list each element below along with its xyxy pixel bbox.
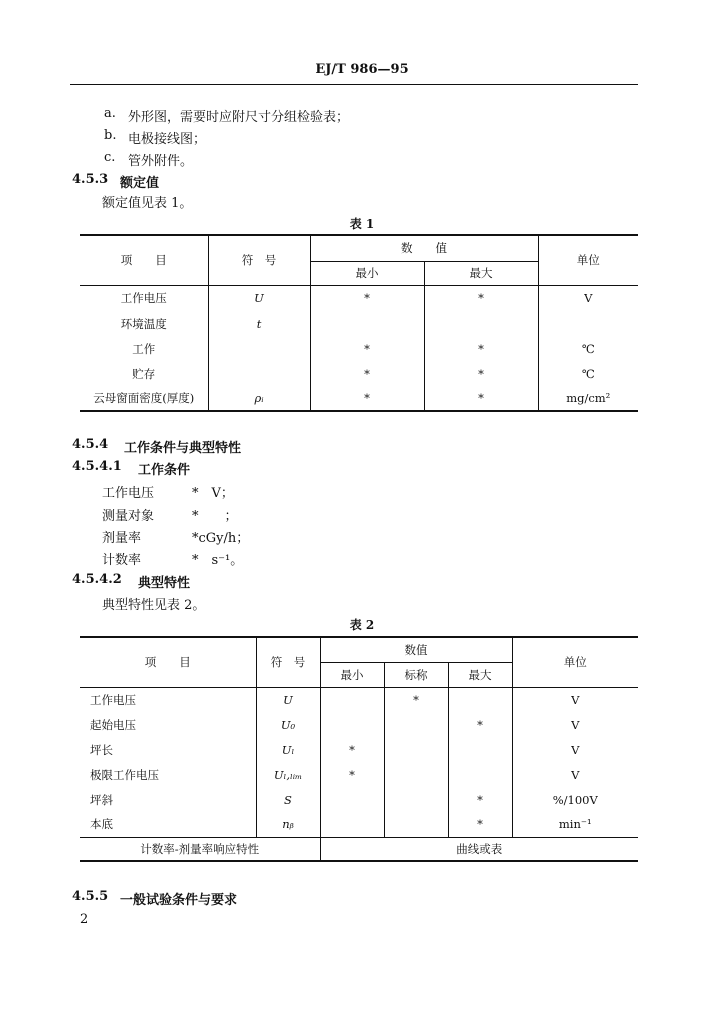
table-cell-min: * (310, 386, 424, 411)
table-cell-min: * (310, 336, 424, 361)
table-cell-item: 工作电压 (80, 687, 256, 712)
table-cell-item: 本底 (80, 812, 256, 837)
table-cell-unit: %/100V (552, 792, 598, 807)
condition-value: * s⁻¹。 (192, 553, 244, 568)
table1-header-min: 最小 (310, 261, 424, 285)
table1-header-item: 项 目 (80, 235, 208, 285)
table-cell-item: 坪斜 (80, 787, 256, 812)
table-cell-item: 极限工作电压 (80, 762, 256, 787)
table-cell-item: 工作 (80, 336, 208, 361)
section-heading-4-5-4-1 (72, 459, 191, 478)
table-cell-unit: V (571, 692, 580, 707)
table1-header-unit: 单位 (538, 235, 638, 285)
table-row (80, 712, 638, 737)
table-cell-min (320, 787, 384, 812)
table-cell-max: * (448, 712, 512, 737)
table-cell-symbol (208, 361, 310, 386)
condition-value: * V； (192, 486, 234, 501)
table-cell-unit: V (571, 717, 580, 732)
table2-header-symbol: 符 号 (256, 637, 320, 687)
table-row (80, 285, 638, 311)
table-cell-min: * (310, 361, 424, 386)
section-number: 4.5.4.2 (72, 572, 122, 587)
table-cell-nominal (384, 762, 448, 787)
table-cell-symbol: ρᵢ (208, 386, 310, 411)
table-cell-unit: min⁻¹ (512, 812, 638, 837)
table-cell-symbol (208, 336, 310, 361)
section-number: 4.5.4.1 (72, 459, 122, 474)
table-cell-unit: ℃ (581, 366, 595, 381)
table2 (80, 636, 638, 862)
list-item-b (104, 128, 207, 147)
condition-value: *cGy/h； (192, 531, 250, 546)
table-cell-item: 环境温度 (80, 311, 208, 336)
table1-header-max: 最大 (424, 261, 538, 285)
table-cell-max: * (424, 386, 538, 411)
section-heading-4-5-4-2 (72, 572, 191, 591)
table-row (80, 762, 638, 787)
table-cell-min (320, 812, 384, 837)
table-cell-max (448, 687, 512, 712)
section-title: 工作条件与典型特性 (124, 441, 242, 456)
table-cell-value: 曲线或表 (320, 837, 638, 861)
condition-value: * ； (192, 509, 238, 524)
list-item-c (104, 150, 194, 169)
table-cell-item: 计数率-剂量率响应特性 (80, 837, 320, 861)
table-cell-symbol: nᵦ (256, 812, 320, 837)
section-number: 4.5.5 (72, 889, 109, 904)
table-row (80, 336, 638, 361)
table-cell-min: * (310, 285, 424, 311)
table-row (80, 687, 638, 712)
table-cell-min (320, 712, 384, 737)
table-cell-item: 工作电压 (80, 285, 208, 311)
section-number: 4.5.3 (72, 172, 109, 187)
table-cell-min: * (320, 737, 384, 762)
table1-header-symbol: 符 号 (208, 235, 310, 285)
table-cell-symbol: t (208, 311, 310, 336)
table-cell-nominal (384, 812, 448, 837)
table-cell-max: * (448, 812, 512, 837)
table-cell-min: * (320, 762, 384, 787)
table-row (80, 812, 638, 837)
table-cell-nominal (384, 737, 448, 762)
table-cell-nominal (384, 712, 448, 737)
list-marker: b. (104, 128, 117, 143)
table-cell-min (320, 687, 384, 712)
table-row (80, 311, 638, 336)
table-row (80, 737, 638, 762)
table-footer-row (80, 837, 638, 861)
section-title: 额定值 (120, 176, 160, 191)
table-row (80, 787, 638, 812)
section-title: 一般试验条件与要求 (120, 893, 238, 908)
table2-header-values: 数值 (320, 637, 512, 662)
table-cell-unit: ℃ (581, 341, 595, 356)
condition-label: 剂量率 (102, 531, 142, 546)
table-cell-unit (538, 311, 638, 336)
section-title: 工作条件 (138, 463, 191, 478)
table-row (80, 386, 638, 411)
table-cell-symbol: Uₗ (256, 737, 320, 762)
condition-label: 测量对象 (102, 509, 155, 524)
table-cell-symbol: U (256, 687, 320, 712)
table1 (80, 234, 638, 412)
table-cell-max (448, 737, 512, 762)
table-cell-unit: V (571, 742, 580, 757)
doc-code-header: EJ/T 986—95 (315, 62, 409, 77)
table2-header-max: 最大 (448, 662, 512, 687)
list-text: 电极接线图； (128, 132, 207, 147)
table-cell-item: 贮存 (80, 361, 208, 386)
page-number: 2 (80, 912, 89, 927)
table2-caption: 表 2 (349, 618, 375, 632)
table-cell-max: * (424, 361, 538, 386)
table-cell-item: 云母窗面密度(厚度) (80, 386, 208, 411)
condition-dose-rate (102, 527, 250, 546)
table-cell-symbol: U₀ (256, 712, 320, 737)
table-cell-item: 坪长 (80, 737, 256, 762)
header-rule (70, 84, 638, 85)
condition-measured-object (102, 505, 238, 524)
table-cell-symbol: S (256, 787, 320, 812)
table-cell-max: * (448, 787, 512, 812)
section-4-5-3-desc: 额定值见表 1。 (102, 196, 193, 211)
table-cell-max: * (424, 336, 538, 361)
list-text: 管外附件。 (128, 154, 194, 169)
table2-header-nominal: 标称 (384, 662, 448, 687)
section-heading-4-5-5 (72, 889, 238, 908)
list-marker: c. (104, 150, 116, 165)
table2-header-unit: 单位 (512, 637, 638, 687)
section-number: 4.5.4 (72, 437, 109, 452)
table1-header-values: 数 值 (310, 235, 538, 261)
table-cell-unit: V (571, 767, 580, 782)
condition-label: 计数率 (102, 553, 142, 568)
table-cell-unit: V (584, 291, 593, 306)
section-title: 典型特性 (138, 576, 191, 591)
table-cell-max (424, 311, 538, 336)
table-cell-symbol: Uₗ,ₗᵢₘ (256, 762, 320, 787)
condition-count-rate (102, 549, 244, 568)
table-cell-max (448, 762, 512, 787)
table-row (80, 361, 638, 386)
table-cell-nominal (384, 787, 448, 812)
table-cell-symbol: U (208, 285, 310, 311)
section-heading-4-5-4 (72, 437, 242, 456)
list-text: 外形图，需要时应附尺寸分组检验表； (128, 110, 350, 125)
list-item-a (104, 106, 350, 125)
table1-caption: 表 1 (349, 217, 375, 231)
condition-label: 工作电压 (102, 486, 155, 501)
list-marker: a. (104, 106, 116, 121)
table-cell-max: * (424, 285, 538, 311)
table-cell-item: 起始电压 (80, 712, 256, 737)
table-cell-nominal: * (384, 687, 448, 712)
section-heading-4-5-3 (72, 172, 160, 191)
condition-working-voltage (102, 482, 234, 501)
table2-header-min: 最小 (320, 662, 384, 687)
table2-header-item: 项 目 (80, 637, 256, 687)
section-4-5-4-2-desc: 典型特性见表 2。 (102, 598, 206, 613)
table-cell-min (310, 311, 424, 336)
table-cell-unit: mg/cm² (538, 386, 638, 411)
